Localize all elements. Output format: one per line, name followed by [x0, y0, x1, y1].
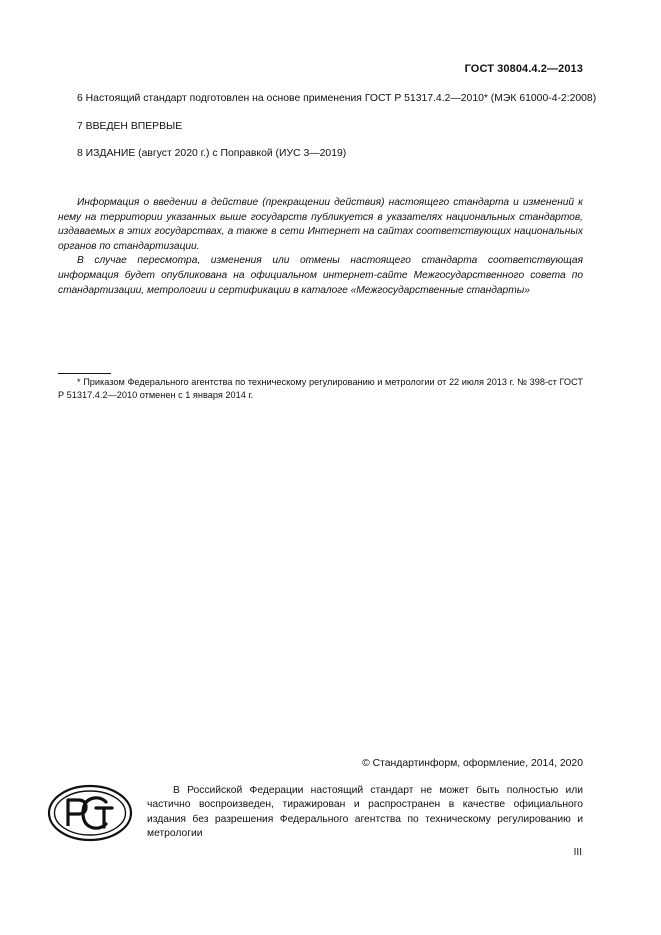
publication-info	[58, 196, 583, 298]
document-code: ГОСТ 30804.4.2—2013	[464, 63, 583, 75]
info-paragraph-1: Информация о введении в действие (прекращении действия) настоящего стандарта и изменений к нему на территории указанных выше государств публикуется в указателях национальных стандартов, издаваемых в этих государствах, а также в сети Интернет на сайтах соответствующих национальных органов по стандартизации.	[58, 197, 583, 252]
item-8: 8 ИЗДАНИЕ (август 2020 г.) с Поправкой (ИУС 3—2019)	[77, 148, 347, 159]
legal-notice-text: В Российской Федерации настоящий стандарт не может быть полностью или частично воспроизведен, тиражирован и распространен в качестве официального издания без разрешения Федерального агентства по техническому регулированию и метрологии	[147, 785, 583, 840]
page-number: III	[573, 847, 582, 858]
footnote-text: * Приказом Федерального агентства по техническому регулированию и метрологии от 22 июля 2013 г. № 398-ст ГОСТ Р 51317.4.2—2010 отменен с 1 января 2014 г.	[58, 377, 583, 400]
rst-certification-logo-icon	[46, 783, 134, 843]
footnote	[58, 376, 583, 401]
item-6: 6 Настоящий стандарт подготовлен на основе применения ГОСТ Р 51317.4.2—2010* (МЭК 61000-4-2:2008)	[77, 93, 597, 104]
item-7: 7 ВВЕДЕН ВПЕРВЫЕ	[77, 121, 183, 132]
copyright-line: © Стандартинформ, оформление, 2014, 2020	[362, 758, 583, 769]
legal-notice	[147, 784, 583, 842]
footnote-divider	[58, 373, 111, 374]
info-paragraph-2: В случае пересмотра, изменения или отмены настоящего стандарта соответствующая информация будет опубликована на официальном интернет-сайте Межгосударственного совета по стандартизации, метрологии и сертификации в каталоге «Межгосударственные стандарты»	[58, 255, 583, 296]
